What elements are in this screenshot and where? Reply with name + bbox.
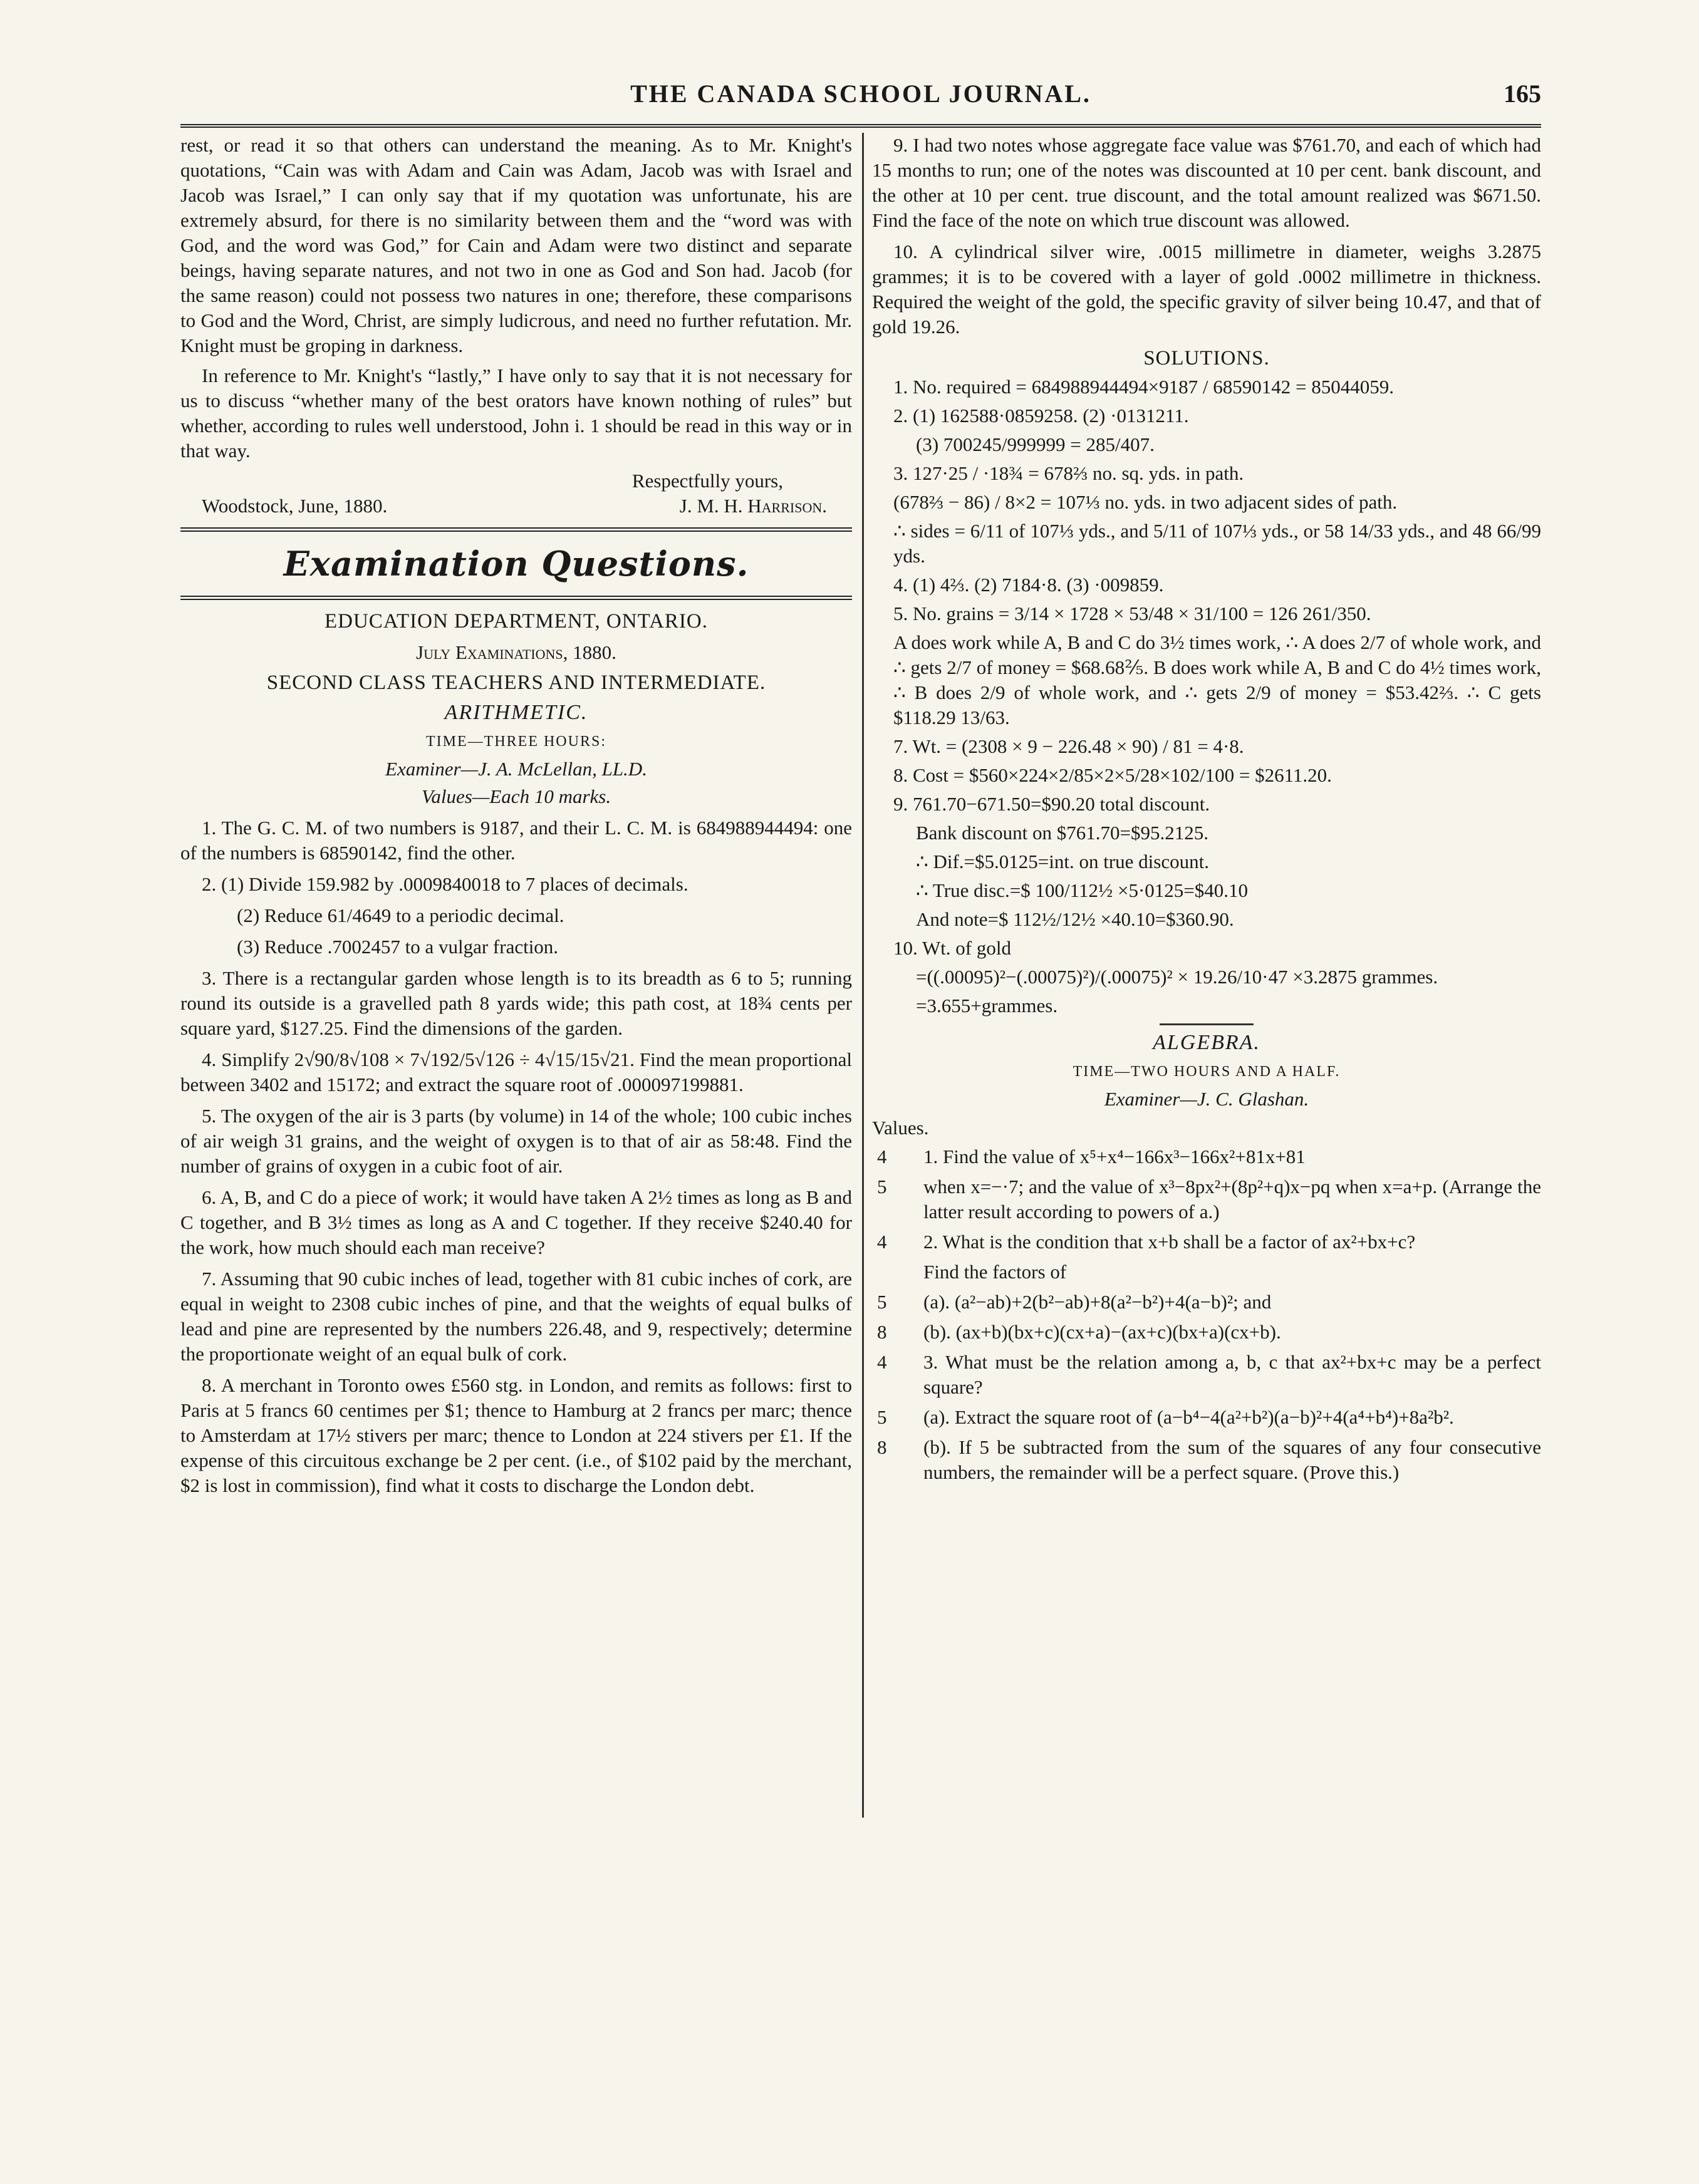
letter-signoff <box>180 468 852 519</box>
algebra-item <box>872 1320 1541 1345</box>
algebra-item-marks: 5 <box>877 1291 887 1313</box>
solution-line: 3. 127·25 / ·18¾ = 678⅔ no. sq. yds. in path. <box>893 462 1244 484</box>
solution-line: A does work while A, B and C do 3½ times work, ∴ A does 2/7 of whole work, and ∴ gets 2/7 of money = $68.68⅖. B does work while A, B and C do 4½ times work, ∴ B does 2/9 of whole work, and ∴ gets 2/9 of money = $53.42⅔. ∴ C gets $118.29 13/63. <box>893 631 1541 728</box>
journal-title: THE CANADA SCHOOL JOURNAL. <box>630 80 1091 108</box>
right-column <box>872 133 1541 1490</box>
algebra-item <box>872 1144 1541 1169</box>
arithmetic-values: Values—Each 10 marks. <box>421 785 611 807</box>
solution-line: 4. (1) 4⅔. (2) 7184·8. (3) ·009859. <box>893 574 1164 596</box>
arithmetic-time: TIME—THREE HOURS: <box>426 733 606 750</box>
page-header <box>180 74 1541 128</box>
arithmetic-question: (2) Reduce 61/4649 to a periodic decimal. <box>237 904 564 926</box>
solution-line: 8. Cost = $560×224×2/85×2×5/28×102/100 = $2611.20. <box>893 764 1332 786</box>
algebra-item-text: 1. Find the value of x⁵+x⁴−166x³−166x²+81x+81 <box>923 1146 1306 1167</box>
algebra-item-text: (b). If 5 be subtracted from the sum of the squares of any four consecutive numbers, the remainder will be a perfect square. (Prove this.) <box>923 1436 1541 1483</box>
arithmetic-question: 10. A cylindrical silver wire, .0015 millimetre in diameter, weighs 3.2875 grammes; it is to be covered with a layer of gold .0002 millimetre in thickness. Required the weight of the gold, the specific gravity of silver being 10.47, and that of gold 19.26. <box>872 241 1541 338</box>
algebra-item-text: (a). Extract the square root of (a−b⁴−4(a²+b²)(a−b)²+4(a⁴+b⁴)+8a²b². <box>923 1406 1454 1428</box>
algebra-item-marks: 5 <box>877 1176 887 1198</box>
letter-place-date: Woodstock, June, 1880. <box>202 495 388 517</box>
arithmetic-heading: ARITHMETIC. <box>444 701 588 724</box>
column-divider <box>862 133 864 1818</box>
arithmetic-question: 6. A, B, and C do a piece of work; it would have taken A 2½ times as long as B and C together, and B 3½ times as long as A and C together. If they receive $240.40 for the work, how much should each man receive? <box>180 1186 852 1258</box>
algebra-examiner: Examiner—J. C. Glashan. <box>1104 1088 1309 1110</box>
exam-class: SECOND CLASS TEACHERS AND INTERMEDIATE. <box>266 671 766 694</box>
solution-line: =3.655+grammes. <box>916 995 1058 1017</box>
solution-line: 10. Wt. of gold <box>893 937 1011 959</box>
section-heading: Examination Questions. <box>283 544 749 584</box>
algebra-item-marks: 5 <box>877 1406 887 1428</box>
department-heading: EDUCATION DEPARTMENT, ONTARIO. <box>324 610 709 633</box>
algebra-item-text: (b). (ax+b)(bx+c)(cx+a)−(ax+c)(bx+a)(cx+b). <box>923 1321 1281 1343</box>
algebra-item <box>872 1229 1541 1255</box>
algebra-item <box>872 1435 1541 1485</box>
arithmetic-question: 1. The G. C. M. of two numbers is 9187, and their L. C. M. is 684988944494: one of the numbers is 68590142, find the other. <box>180 817 852 864</box>
algebra-heading: ALGEBRA. <box>1153 1031 1260 1054</box>
letter-signature: J. M. H. Harrison. <box>679 495 827 517</box>
section-rule <box>180 527 852 532</box>
letter-closing: Respectfully yours, <box>631 470 783 492</box>
solution-line: 5. No. grains = 3/14 × 1728 × 53/48 × 31/100 = 126 261/350. <box>893 603 1371 624</box>
solution-line: ∴ True disc.=$ 100/112½ ×5·0125=$40.10 <box>916 879 1249 901</box>
solutions-heading: SOLUTIONS. <box>1143 347 1270 370</box>
solution-line: 7. Wt. = (2308 × 9 − 226.48 × 90) / 81 = 4·8. <box>893 735 1244 757</box>
algebra-time: TIME—TWO HOURS AND A HALF. <box>1073 1064 1341 1080</box>
arithmetic-question: 2. (1) Divide 159.982 by .0009840018 to 7 places of decimals. <box>202 873 688 895</box>
section-rule-lower <box>180 596 852 600</box>
algebra-item <box>872 1405 1541 1430</box>
arithmetic-question: 4. Simplify 2√90/8√108 × 7√192/5√126 ÷ 4√15/15√21. Find the mean proportional between 3402 and 15172; and extract the square root of .000097199881. <box>180 1048 852 1095</box>
arithmetic-question: (3) Reduce .7002457 to a vulgar fraction. <box>237 936 559 958</box>
algebra-item-text: (a). (a²−ab)+2(b²−ab)+8(a²−b²)+4(a−b)²; and <box>923 1291 1272 1313</box>
algebra-item-marks: 4 <box>877 1351 887 1373</box>
arithmetic-question: 5. The oxygen of the air is 3 parts (by volume) in 14 of the whole; 100 cubic inches of air weigh 31 grains, and the weight of oxygen is to that of air as 58:48. Find the number of grains of oxygen in a cubic foot of air. <box>180 1105 852 1177</box>
algebra-rule <box>1160 1023 1254 1025</box>
arithmetic-question: 9. I had two notes whose aggregate face value was $761.70, and each of which had 15 months to run; one of the notes was discounted at 10 per cent. bank discount, and the other at 10 per cent. true discount, and the total amount realized was $671.50. Find the face of the note on which true discount was allowed. <box>872 134 1541 231</box>
algebra-item-text: 2. What is the condition that x+b shall be a factor of ax²+bx+c? <box>923 1231 1416 1253</box>
algebra-item-text: Find the factors of <box>923 1261 1067 1283</box>
left-column <box>180 133 852 1504</box>
algebra-item-marks: 8 <box>877 1321 887 1343</box>
algebra-item-marks <box>872 1260 923 1285</box>
solution-line: ∴ sides = 6/11 of 107⅓ yds., and 5/11 of 107⅓ yds., or 58 14/33 yds., and 48 66/99 yds. <box>893 520 1541 567</box>
arithmetic-question: 8. A merchant in Toronto owes £560 stg. in London, and remits as follows: first to Paris at 5 francs 60 centimes per $1; thence to Hamburg at 2 francs per marc; thence to Amsterdam at 17½ stivers per marc; thence to London at 224 stivers per £1. If the expense of this circuitous exchange be 2 per cent. (i.e., of $102 paid by the merchant, $2 is lost in commission), find what it costs to discharge the London debt. <box>180 1374 852 1496</box>
solution-line: ∴ Dif.=$5.0125=int. on true discount. <box>916 851 1209 872</box>
solution-line: And note=$ 112½/12½ ×40.10=$360.90. <box>916 908 1234 930</box>
algebra-item-marks: 4 <box>877 1231 887 1253</box>
solution-line: (3) 700245/999999 = 285/407. <box>916 433 1155 455</box>
arithmetic-question: 3. There is a rectangular garden whose length is to its breadth as 6 to 5; running round its outside is a gravelled path 8 yards wide; this path cost, at 18¾ cents per square yard, $127.25. Find the dimensions of the garden. <box>180 967 852 1039</box>
algebra-item <box>872 1174 1541 1224</box>
arithmetic-examiner: Examiner—J. A. McLellan, LL.D. <box>385 758 647 780</box>
solution-line: 2. (1) 162588·0859258. (2) ·0131211. <box>893 405 1189 427</box>
page-number: 165 <box>1504 80 1541 108</box>
solution-line: =((.00095)²−(.00075)²)/(.00075)² × 19.26/10·47 ×3.2875 grammes. <box>916 966 1438 988</box>
arithmetic-question: 7. Assuming that 90 cubic inches of lead, together with 81 cubic inches of cork, are equal in weight to 2308 cubic inches of pine, and that the weights of equal bulks of lead and pine are represented by the numbers 226.48, and 9, respectively; determine the proportionate weight of an equal bulk of cork. <box>180 1268 852 1365</box>
algebra-item-marks: 8 <box>877 1436 887 1458</box>
algebra-values-label: Values. <box>872 1117 929 1139</box>
algebra-item-text: when x=−·7; and the value of x³−8px²+(8p²+q)x−pq when x=a+p. (Arrange the latter result according to powers of a.) <box>923 1176 1541 1223</box>
algebra-item <box>872 1290 1541 1315</box>
solution-line: Bank discount on $761.70=$95.2125. <box>916 822 1208 844</box>
algebra-item-marks: 4 <box>877 1146 887 1167</box>
solution-line: 9. 761.70−671.50=$90.20 total discount. <box>893 793 1210 815</box>
solution-line: (678⅔ − 86) / 8×2 = 107⅓ no. yds. in two adjacent sides of path. <box>893 491 1398 513</box>
letter-paragraph-2: In reference to Mr. Knight's “lastly,” I have only to say that it is not necessary for us to discuss “whether many of the best orators have known nothing of rules” but whether, according to rules well understood, John i. 1 should be read in this way or in that way. <box>180 365 852 462</box>
letter-paragraph-1: rest, or read it so that others can understand the meaning. As to Mr. Knight's quotations, “Cain was with Adam and Cain was Adam, Jacob was with Israel and Jacob was Israel,” I can only say that if my quotation was unfortunate, his are extremely absurd, for there is no similarity between them and the “word was with God, and the word was God,” for Cain and Adam were two distinct and separate beings, having separate natures, and not two in one as God and Son had. Jacob (for the same reason) could not possess two natures in one; therefore, these comparisons to God and the Word, Christ, are simply ludicrous, and need no further refutation. Mr. Knight must be groping in darkness. <box>180 134 852 356</box>
algebra-item <box>872 1260 1541 1285</box>
solution-line: 1. No. required = 684988944494×9187 / 68590142 = 85044059. <box>893 376 1394 398</box>
exam-series: July Examinations, 1880. <box>416 641 616 663</box>
algebra-item <box>872 1350 1541 1400</box>
algebra-item-text: 3. What must be the relation among a, b, c that ax²+bx+c may be a perfect square? <box>923 1351 1541 1398</box>
